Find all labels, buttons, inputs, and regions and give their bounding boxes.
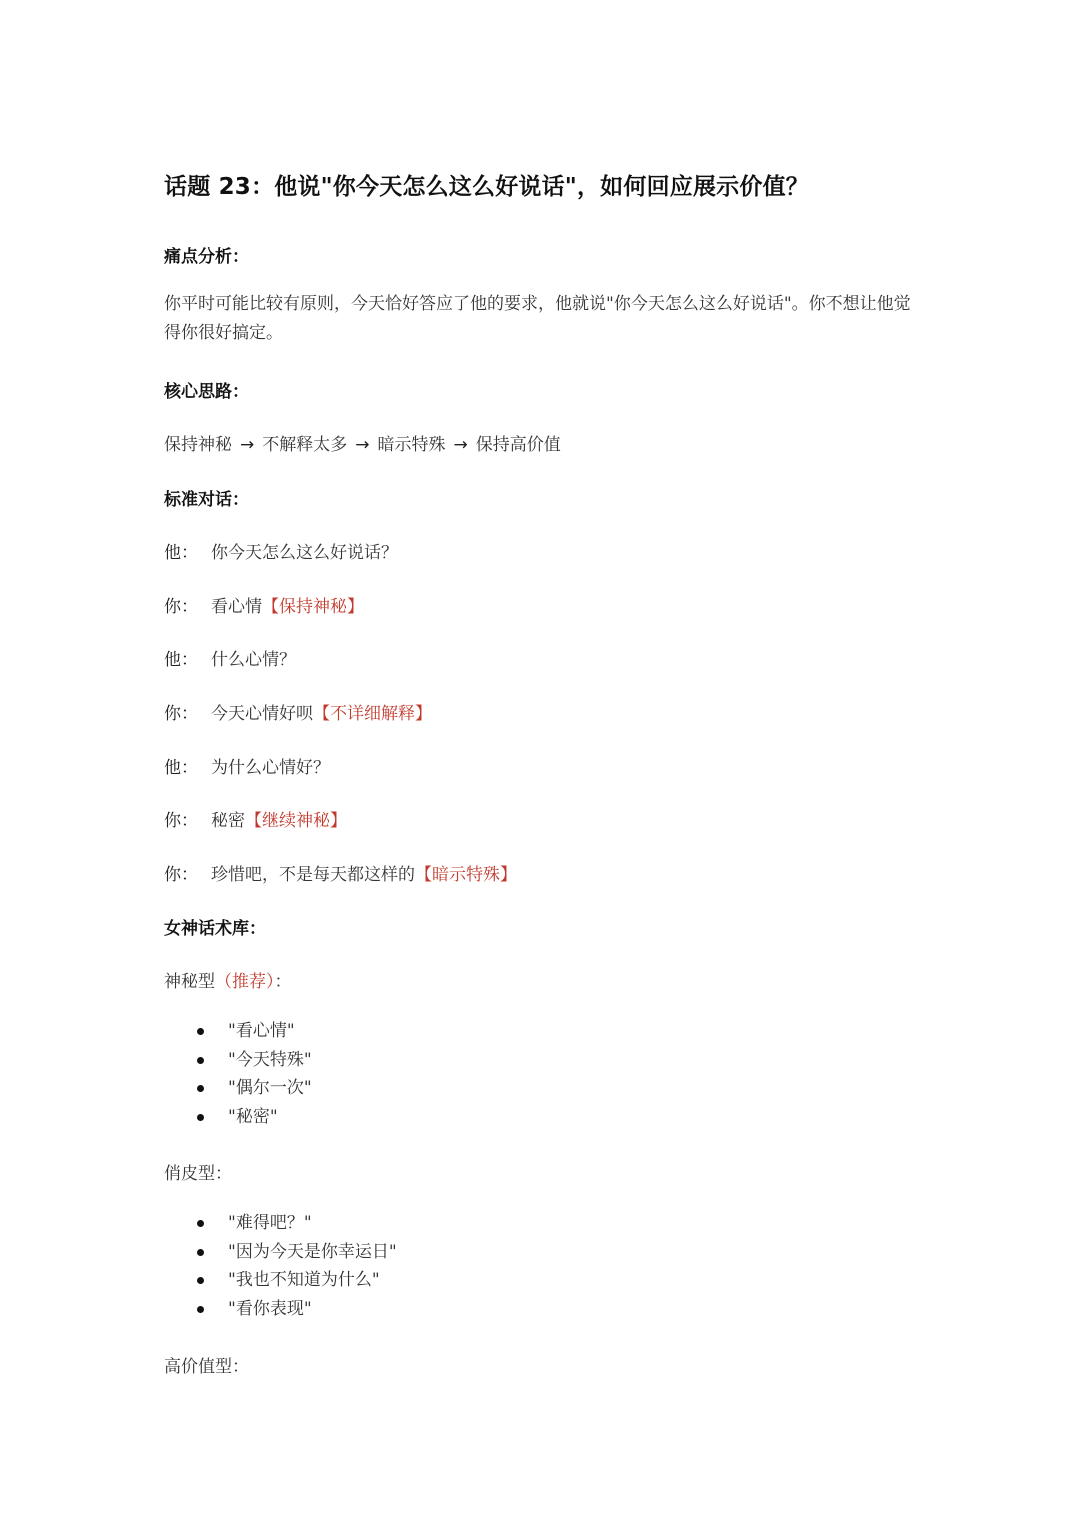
arrow-icon: →: [355, 435, 370, 455]
list-item: [164, 1074, 312, 1103]
dialog-text: 今天心情好呗: [211, 704, 313, 724]
list-item: [164, 1238, 397, 1267]
core-step-1: 保持神秘: [164, 435, 232, 455]
page-title: 话题 23：他说"你今天怎么这么好说话"，如何回应展示价值？: [164, 174, 809, 200]
bullet-icon: [197, 1114, 204, 1121]
bullet-icon: [197, 1249, 204, 1256]
dialog-text: 什么心情？: [211, 650, 296, 670]
bullet-icon: [197, 1085, 204, 1092]
playful-list: [164, 1209, 397, 1323]
dialog-text: 你今天怎么这么好说话？: [211, 543, 398, 563]
dialog-speaker: 他：: [164, 650, 198, 670]
bullet-icon: [197, 1220, 204, 1227]
dialog-note: 【不详细解释】: [313, 704, 432, 724]
recommended-tag: （推荐）: [215, 972, 275, 992]
list-item-text: "偶尔一次": [228, 1078, 312, 1098]
dialog-heading: 标准对话：: [164, 490, 249, 510]
list-item-text: "秘密": [228, 1106, 278, 1127]
dialog-note: 【保持神秘】: [262, 597, 364, 617]
arrow-icon: →: [453, 435, 468, 455]
list-item-text: "看你表现": [228, 1298, 312, 1319]
core-steps-line: [164, 430, 561, 455]
dialog-speaker: 他：: [164, 543, 198, 563]
list-item-text: "难得吧？": [228, 1213, 312, 1233]
dialog-text: 秘密: [211, 811, 245, 831]
bullet-icon: [197, 1057, 204, 1064]
library-heading: 女神话术库：: [164, 919, 266, 939]
list-item: [164, 1103, 312, 1132]
list-item: [164, 1046, 312, 1075]
core-heading: 核心思路：: [164, 382, 249, 402]
dialog-line: [164, 753, 330, 778]
mysterious-list: [164, 1017, 312, 1131]
bullet-icon: [197, 1277, 204, 1284]
high-value-type-label: 高价值型：: [164, 1357, 249, 1377]
mysterious-label: 神秘型: [164, 972, 215, 992]
playful-type-label: 俏皮型：: [164, 1164, 232, 1184]
list-item-text: "我也不知道为什么": [228, 1270, 380, 1290]
dialog-text: 看心情: [211, 597, 262, 617]
mysterious-type-label: [164, 967, 292, 992]
core-step-2: 不解释太多: [262, 435, 348, 455]
dialog-speaker: 你：: [164, 865, 198, 885]
dialog-line: [164, 645, 296, 670]
dialog-text: 珍惜吧，不是每天都这样的: [211, 865, 415, 885]
pain-paragraph: 你平时可能比较有原则，今天恰好答应了他的要求，他就说"你今天怎么这么好说话"。你不想让他觉得你很好搞定。: [164, 294, 911, 343]
list-item-text: "今天特殊": [228, 1049, 312, 1070]
arrow-icon: →: [240, 435, 255, 455]
bullet-icon: [197, 1306, 204, 1313]
dialog-note: 【暗示特殊】: [415, 865, 517, 885]
list-item-text: "看心情": [228, 1021, 295, 1041]
core-step-4: 保持高价值: [475, 435, 561, 455]
dialog-line: [164, 592, 364, 617]
dialog-line: [164, 699, 432, 724]
dialog-speaker: 你：: [164, 704, 198, 724]
dialog-note: 【继续神秘】: [245, 811, 347, 831]
core-step-3: 暗示特殊: [377, 435, 446, 455]
dialog-speaker: 你：: [164, 811, 198, 831]
bullet-icon: [197, 1028, 204, 1035]
list-item-text: "因为今天是你幸运日": [228, 1241, 397, 1262]
dialog-line: [164, 806, 347, 831]
list-item: [164, 1295, 397, 1324]
dialog-text: 为什么心情好？: [211, 758, 330, 778]
pain-heading: 痛点分析：: [164, 247, 249, 267]
list-item: [164, 1017, 312, 1046]
dialog-line: [164, 538, 398, 563]
dialog-line: [164, 860, 517, 885]
list-item: [164, 1266, 397, 1295]
dialog-speaker: 他：: [164, 758, 198, 778]
mysterious-colon: ：: [274, 972, 292, 992]
dialog-speaker: 你：: [164, 597, 198, 617]
list-item: [164, 1209, 397, 1238]
